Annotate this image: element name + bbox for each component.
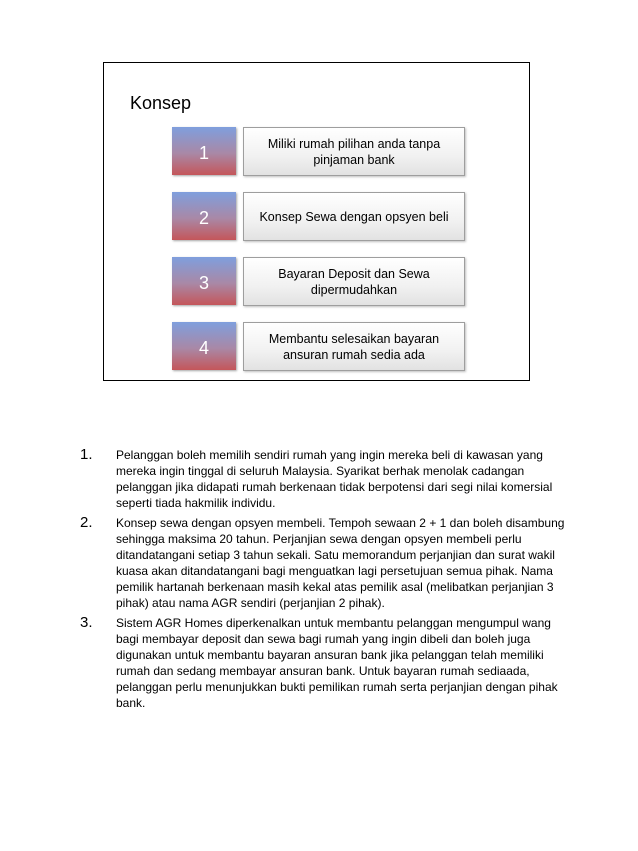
list-item-text: Konsep sewa dengan opsyen membeli. Tempoh sewaan 2 + 1 dan boleh disambung sehingga maksima 20 tahun. Perjanjian sewa dengan opsyen membeli perlu ditandatangani setiap 3 tahun sekali. Satu memorandum perjanjian dan surat wakil kuasa akan ditandatangani bagi menguatkan lagi persetujuan semua pihak. Nama pemilik hartanah berkenaan masih kekal atas pemilik asal (melibatkan perjanjian 3 pihak) atau nama AGR sendiri (perjanjian 2 pihak). xyxy=(116,516,565,610)
list-item-number: 2. xyxy=(80,514,93,531)
concept-number-3: 3 xyxy=(172,257,236,305)
numbered-list xyxy=(80,447,580,715)
concept-number-2: 2 xyxy=(172,192,236,240)
concept-text-1: Miliki rumah pilihan anda tanpa pinjaman bank xyxy=(243,127,465,176)
list-item-number: 1. xyxy=(80,446,93,463)
concept-text-2: Konsep Sewa dengan opsyen beli xyxy=(243,192,465,241)
list-item xyxy=(80,515,580,611)
list-item xyxy=(80,615,580,711)
concept-title: Konsep xyxy=(130,93,192,113)
concept-number-4: 4 xyxy=(172,322,236,370)
list-item xyxy=(80,447,580,511)
concept-text-3: Bayaran Deposit dan Sewa dipermudahkan xyxy=(243,257,465,306)
concept-number-1: 1 xyxy=(172,127,236,175)
list-item-number: 3. xyxy=(80,614,93,631)
list-item-text: Pelanggan boleh memilih sendiri rumah yang ingin mereka beli di kawasan yang mereka ingin tinggal di seluruh Malaysia. Syarikat berhak menolak cadangan pelanggan jika didapati rumah berkenaan tidak berpotensi dari segi nilai komersial seperti tiada hakmilik individu. xyxy=(116,448,553,510)
concept-text-4: Membantu selesaikan bayaran ansuran rumah sedia ada xyxy=(243,322,465,371)
list-item-text: Sistem AGR Homes diperkenalkan untuk membantu pelanggan mengumpul wang bagi membayar deposit dan sewa bagi rumah yang ingin dibeli dan boleh juga digunakan untuk membantu bayaran ansuran bank jika pelanggan telah memiliki rumah dan sedang membayar ansuran bank. Untuk bayaran rumah sediaada, pelanggan perlu menunjukkan bukti pemilikan rumah serta perjanjian dengan pihak bank. xyxy=(116,616,558,710)
concept-diagram xyxy=(103,62,530,381)
